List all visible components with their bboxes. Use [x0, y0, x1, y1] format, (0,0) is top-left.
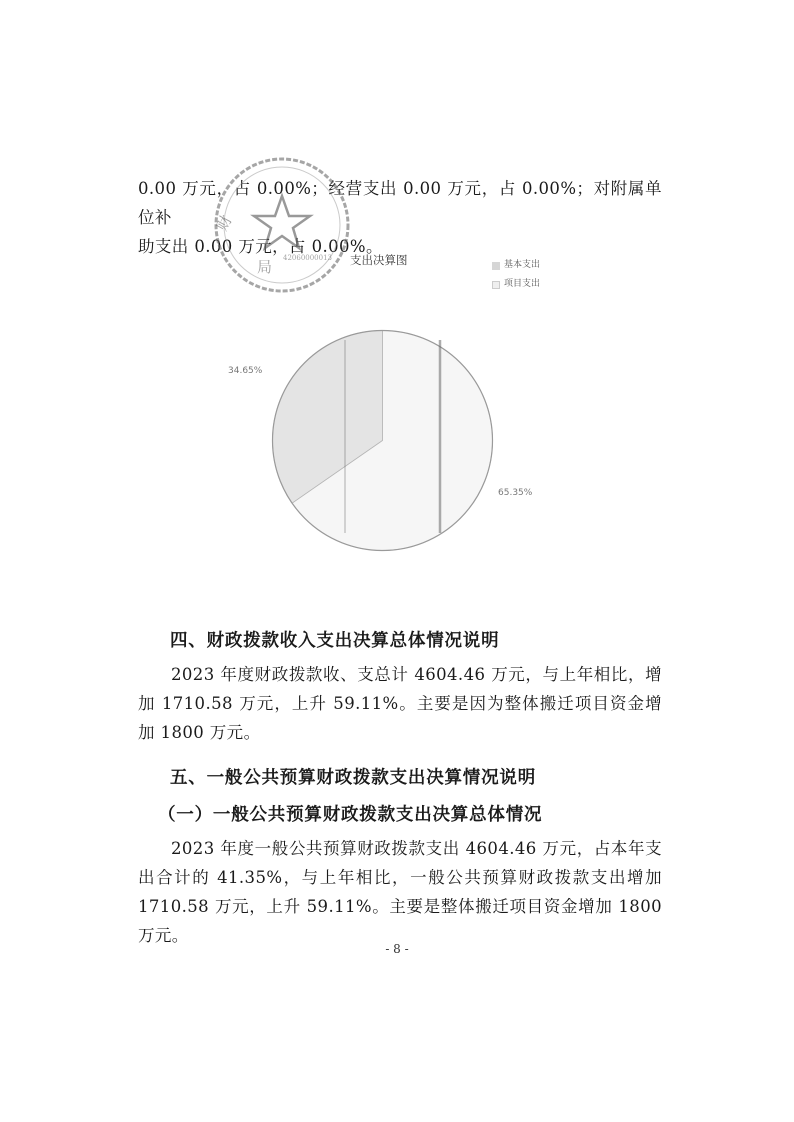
legend-item-project	[492, 275, 540, 294]
expenditure-pie-chart	[270, 328, 495, 553]
slice-label-basic: 34.65%	[228, 366, 263, 376]
svg-text:局: 局	[257, 258, 273, 276]
slice-label-project: 65.35%	[498, 488, 533, 498]
section5-sub1-body: 2023 年度一般公共预算财政拨款支出 4604.46 万元，占本年支出合计的 41.35%，与上年相比，一般公共预算财政拨款支出增加 1710.58 万元，上升 59.11%。主要是整体搬迁项目资金增加 1800 万元。	[138, 839, 662, 945]
legend-swatch-project	[492, 281, 500, 289]
chart-title: 支出决算图	[350, 253, 408, 267]
legend-item-basic	[492, 256, 540, 275]
section5-heading: 五、一般公共预算财政拨款支出决算情况说明	[170, 768, 536, 788]
legend-label-project: 项目支出	[504, 279, 541, 289]
intro-line-1: 0.00 万元，占 0.00%；经营支出 0.00 万元，占 0.00%；对附属单位补	[138, 179, 662, 227]
svg-text:42060000013: 42060000013	[283, 254, 332, 262]
official-seal	[205, 150, 360, 300]
chart-legend	[492, 256, 540, 294]
section4-heading: 四、财政拨款收入支出决算总体情况说明	[170, 631, 500, 651]
legend-swatch-basic	[492, 262, 500, 270]
section4-body: 2023 年度财政拨款收、支总计 4604.46 万元，与上年相比，增加 1710.58 万元，上升 59.11%。主要是因为整体搬迁项目资金增加 1800 万元。	[138, 665, 662, 742]
svg-text:财: 财	[212, 212, 236, 234]
legend-label-basic: 基本支出	[504, 260, 541, 270]
page-number: - 8 -	[385, 942, 409, 956]
intro-line-2: 助支出 0.00 万元，占 0.00%。	[138, 237, 383, 256]
section5-sub1-heading: （一）一般公共预算财政拨款支出决算总体情况	[158, 805, 543, 825]
